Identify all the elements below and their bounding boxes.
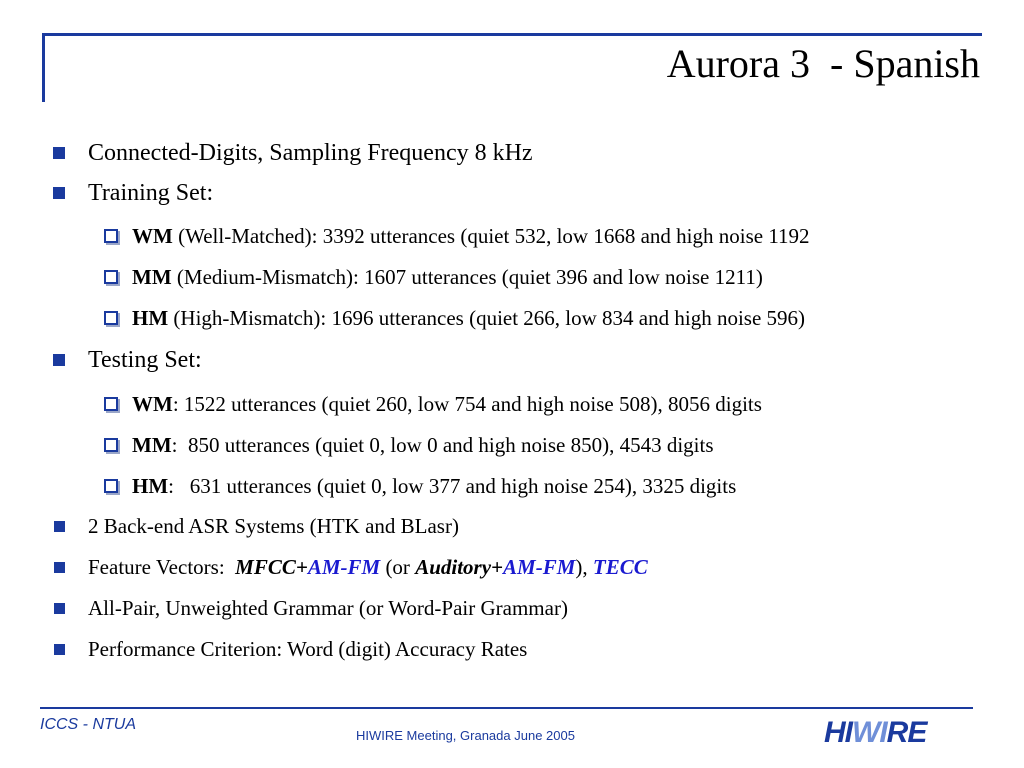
training-wm-label: WM bbox=[132, 224, 173, 248]
testing-hm-text: : 631 utterances (quiet 0, low 377 and high noise 254), 3325 digits bbox=[168, 474, 737, 498]
tecc-text: TECC bbox=[592, 555, 648, 579]
training-mm-text: (Medium-Mismatch): 1607 utterances (quiet 396 and low noise 1211) bbox=[171, 265, 763, 289]
checkbox-bullet-icon bbox=[104, 397, 118, 411]
training-hm-text: (High-Mismatch): 1696 utterances (quiet 266, low 834 and high noise 596) bbox=[168, 306, 806, 330]
frame-top-line bbox=[42, 33, 982, 36]
frame-left-line bbox=[42, 33, 45, 102]
training-mm-item bbox=[132, 267, 763, 288]
bullet-feature-vectors bbox=[88, 557, 648, 578]
testing-wm-text: : 1522 utterances (quiet 260, low 754 and high noise 508), 8056 digits bbox=[172, 392, 762, 416]
square-bullet-icon bbox=[53, 147, 65, 159]
mfcc-text: MFCC+ bbox=[235, 555, 308, 579]
hiwire-logo bbox=[824, 716, 926, 750]
testing-mm-label: MM bbox=[132, 433, 172, 457]
square-bullet-icon bbox=[54, 603, 65, 614]
checkbox-bullet-icon bbox=[104, 311, 118, 325]
slide-title: Aurora 3 - Spanish bbox=[666, 41, 980, 86]
square-bullet-icon bbox=[53, 354, 65, 366]
footer-meeting: HIWIRE Meeting, Granada June 2005 bbox=[356, 728, 575, 743]
logo-part-hi: HI bbox=[824, 716, 852, 749]
checkbox-bullet-icon bbox=[104, 479, 118, 493]
bullet-testing-set: Testing Set: bbox=[88, 347, 202, 373]
bullet-training-set: Training Set: bbox=[88, 180, 214, 206]
auditory-text: Auditory+ bbox=[415, 555, 504, 579]
training-mm-label: MM bbox=[132, 265, 172, 289]
close-paren-text: ), bbox=[575, 555, 593, 579]
checkbox-bullet-icon bbox=[104, 270, 118, 284]
testing-wm-label: WM bbox=[132, 392, 173, 416]
square-bullet-icon bbox=[54, 562, 65, 573]
testing-wm-item bbox=[132, 394, 762, 415]
testing-hm-label: HM bbox=[132, 474, 169, 498]
am-fm-text-2: AM-FM bbox=[503, 555, 576, 579]
checkbox-bullet-icon bbox=[104, 229, 118, 243]
logo-part-wi: WI bbox=[852, 716, 887, 749]
footer-divider bbox=[40, 707, 973, 709]
square-bullet-icon bbox=[54, 521, 65, 532]
feature-vectors-prefix: Feature Vectors: bbox=[88, 555, 236, 579]
training-wm-text: (Well-Matched): 3392 utterances (quiet 532, low 1668 and high noise 1192 bbox=[172, 224, 810, 248]
testing-mm-text: : 850 utterances (quiet 0, low 0 and high noise 850), 4543 digits bbox=[171, 433, 714, 457]
or-text: (or bbox=[380, 555, 416, 579]
bullet-backend-asr: 2 Back-end ASR Systems (HTK and BLasr) bbox=[88, 514, 459, 538]
training-wm-item bbox=[132, 226, 810, 247]
testing-hm-item bbox=[132, 476, 736, 497]
checkbox-bullet-icon bbox=[104, 438, 118, 452]
am-fm-text-1: AM-FM bbox=[307, 555, 381, 579]
logo-part-re: RE bbox=[886, 716, 927, 749]
footer-institution: ICCS - NTUA bbox=[40, 716, 136, 733]
testing-mm-item bbox=[132, 435, 714, 456]
bullet-performance: Performance Criterion: Word (digit) Accuracy Rates bbox=[88, 637, 528, 661]
square-bullet-icon bbox=[53, 187, 65, 199]
training-hm-item bbox=[132, 308, 805, 329]
bullet-connected-digits: Connected-Digits, Sampling Frequency 8 kHz bbox=[88, 140, 533, 166]
square-bullet-icon bbox=[54, 644, 65, 655]
bullet-grammar: All-Pair, Unweighted Grammar (or Word-Pair Grammar) bbox=[88, 596, 568, 620]
training-hm-label: HM bbox=[132, 306, 169, 330]
